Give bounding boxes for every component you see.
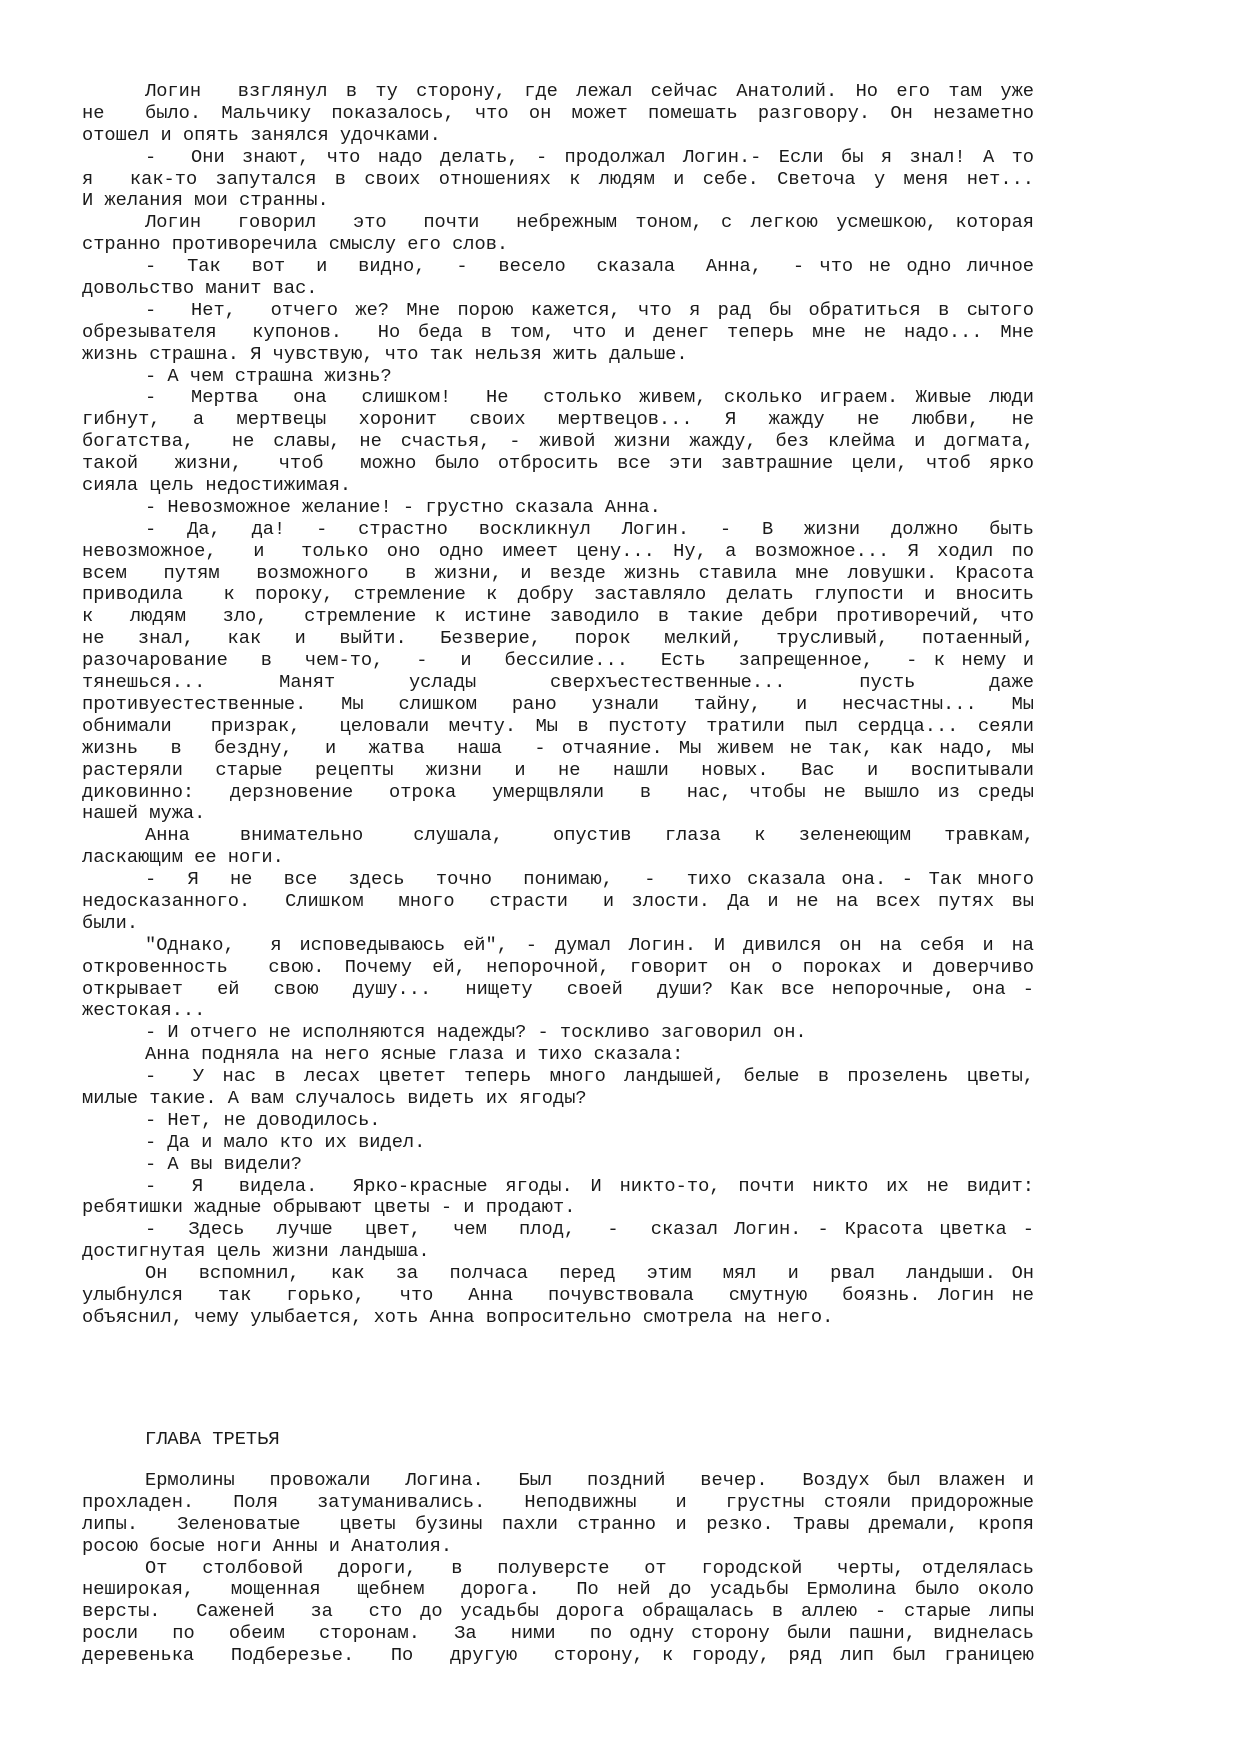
text-line: тянешься... Манят услады сверхъестественные... пусть даже bbox=[82, 671, 1034, 694]
text-line: - Я видела. Ярко-красные ягоды. И никто-то, почти никто их не видит: bbox=[145, 1174, 1034, 1197]
text-line: Ермолины провожали Логина. Был поздний вечер. Воздух был влажен и bbox=[145, 1469, 1034, 1491]
text-line: - Нет, отчего же? Мне порою кажется, что я рад бы обратиться в сытого bbox=[145, 298, 1034, 321]
text-line: жестокая... bbox=[82, 999, 206, 1022]
text-line: "Однако, я исповедываюсь ей", - думал Логин. И дивился он на себя и на bbox=[145, 933, 1034, 956]
text-line: улыбнулся так горько, что Анна почувствовала смутную боязнь. Логин не bbox=[82, 1283, 1034, 1306]
text-line: довольство манит вас. bbox=[82, 277, 318, 300]
text-line: ласкающим ее ноги. bbox=[82, 846, 284, 869]
text-line: росли по обеим сторонам. За ними по одну сторону были пашни, виднелась bbox=[82, 1622, 1034, 1645]
text-line: странно противоречила смыслу его слов. bbox=[82, 233, 509, 256]
text-line: неширокая, мощенная щебнем дорога. По ней до усадьбы Ермолина было около bbox=[82, 1578, 1034, 1601]
text-line: Логин говорил это почти небрежным тоном, с легкою усмешкою, которая bbox=[145, 211, 1034, 234]
text-line: - Да и мало кто их видел. bbox=[145, 1130, 426, 1153]
text-line: - И отчего не исполняются надежды? - тоскливо заговорил он. bbox=[145, 1021, 807, 1044]
text-line: диковинно: дерзновение отрока умерщвляли в нас, чтобы не вышло из среды bbox=[82, 780, 1034, 803]
text-line: версты. Саженей за сто до усадьбы дорога обращалась в аллею - старые липы bbox=[82, 1600, 1034, 1623]
text-line: отошел и опять занялся удочками. bbox=[82, 123, 441, 146]
text-line: всем путям возможного в жизни, и везде жизнь ставила мне ловушки. Красота bbox=[82, 561, 1034, 584]
text-line: сияла цель недостижимая. bbox=[82, 474, 352, 497]
text-line: обрезывателя купонов. Но беда в том, что и денег теперь мне не надо... Мне bbox=[82, 320, 1034, 343]
text-line: обнимали призрак, целовали мечту. Мы в пустоту тратили пыл сердца... сеяли bbox=[82, 714, 1034, 737]
text-line: нашей мужа. bbox=[82, 802, 206, 825]
text-line: - Нет, не доводилось. bbox=[145, 1108, 381, 1131]
text-line: такой жизни, чтоб можно было отбросить все эти завтрашние цели, чтоб ярко bbox=[82, 452, 1034, 475]
text-section-2 bbox=[82, 1470, 1034, 1667]
text-line: не знал, как и выйти. Безверие, порок мелкий, трусливый, потаенный, bbox=[82, 627, 1034, 650]
text-line: жизнь страшна. Я чувствую, что так нельзя жить дальше. bbox=[82, 342, 688, 365]
text-line: - Мертва она слишком! Не столько живем, сколько играем. Живые люди bbox=[145, 386, 1034, 409]
text-line: - Невозможное желание! - грустно сказала Анна. bbox=[145, 495, 661, 518]
text-line: откровенность свою. Почему ей, непорочной, говорит он о пороках и доверчиво bbox=[82, 955, 1034, 978]
text-line: росою босые ноги Анны и Анатолия. bbox=[82, 1534, 453, 1557]
text-line: недосказанного. Слишком много страсти и злости. Да и не на всех путях вы bbox=[82, 889, 1034, 912]
text-line: не было. Мальчику показалось, что он может помешать разговору. Он незаметно bbox=[82, 101, 1034, 124]
text-line: прохладен. Поля затуманивались. Неподвижны и грустны стояли придорожные bbox=[82, 1490, 1034, 1513]
text-line: - Я не все здесь точно понимаю, - тихо сказала она. - Так много bbox=[145, 868, 1034, 891]
text-line: объяснил, чему улыбается, хоть Анна вопросительно смотрела на него. bbox=[82, 1305, 834, 1328]
text-line: - Да, да! - страстно воскликнул Логин. - В жизни должно быть bbox=[145, 517, 1034, 540]
text-line: - У нас в лесах цветет теперь много ландышей, белые в прозелень цветы, bbox=[145, 1065, 1034, 1088]
text-line: - А чем страшна жизнь? bbox=[145, 364, 392, 387]
text-line: жизнь в бездну, и жатва наша - отчаяние. Мы живем не так, как надо, мы bbox=[82, 736, 1034, 759]
text-line: И желания мои странны. bbox=[82, 189, 329, 212]
text-line: противуестественные. Мы слишком рано узнали тайну, и несчастны... Мы bbox=[82, 692, 1034, 715]
text-line: я как-то запутался в своих отношениях к людям и себе. Светоча у меня нет... bbox=[82, 167, 1034, 190]
text-line: ребятишки жадные обрывают цветы - и продают. bbox=[82, 1196, 576, 1219]
text-line: гибнут, а мертвецы хоронит своих мертвецов... Я жажду не любви, не bbox=[82, 408, 1034, 431]
text-line: к людям зло, стремление к истине заводило в такие дебри противоречий, что bbox=[82, 605, 1034, 628]
text-line: растеряли старые рецепты жизни и не нашли новых. Вас и воспитывали bbox=[82, 758, 1034, 781]
text-line: деревенька Подберезье. По другую сторону, к городу, ряд лип был границею bbox=[82, 1644, 1034, 1667]
chapter-heading: ГЛАВА ТРЕТЬЯ bbox=[145, 1428, 280, 1450]
text-line: открывает ей свою душу... нищету своей души? Как все непорочные, она - bbox=[82, 977, 1034, 1000]
text-line: были. bbox=[82, 911, 139, 934]
text-line: Логин взглянул в ту сторону, где лежал сейчас Анатолий. Но его там уже bbox=[145, 80, 1034, 102]
text-section-1 bbox=[82, 81, 1034, 1329]
text-line: милые такие. А вам случалось видеть их ягоды? bbox=[82, 1086, 587, 1109]
text-line: От столбовой дороги, в полуверсте от городской черты, отделялась bbox=[145, 1556, 1034, 1579]
text-line: липы. Зеленоватые цветы бузины пахли странно и резко. Травы дремали, кропя bbox=[82, 1512, 1034, 1535]
text-line: богатства, не славы, не счастья, - живой жизни жажду, без клейма и догмата, bbox=[82, 430, 1034, 453]
text-line: невозможное, и только оно одно имеет цену... Ну, а возможное... Я ходил по bbox=[82, 539, 1034, 562]
text-line: - Они знают, что надо делать, - продолжал Логин.- Если бы я знал! А то bbox=[145, 145, 1034, 168]
text-line: Анна подняла на него ясные глаза и тихо сказала: bbox=[145, 1043, 684, 1066]
text-line: - Так вот и видно, - весело сказала Анна, - что не одно личное bbox=[145, 255, 1034, 278]
text-line: приводила к пороку, стремление к добру заставляло делать глупости и вносить bbox=[82, 583, 1034, 606]
text-line: достигнутая цель жизни ландыша. bbox=[82, 1240, 430, 1263]
text-line: - А вы видели? bbox=[145, 1152, 303, 1175]
text-line: разочарование в чем-то, - и бессилие... Есть запрещенное, - к нему и bbox=[82, 649, 1034, 672]
text-line: - Здесь лучше цвет, чем плод, - сказал Логин. - Красота цветка - bbox=[145, 1218, 1034, 1241]
text-line: Он вспомнил, как за полчаса перед этим мял и рвал ландыши. Он bbox=[145, 1262, 1034, 1285]
text-line: Анна внимательно слушала, опустив глаза к зеленеющим травкам, bbox=[145, 824, 1034, 847]
